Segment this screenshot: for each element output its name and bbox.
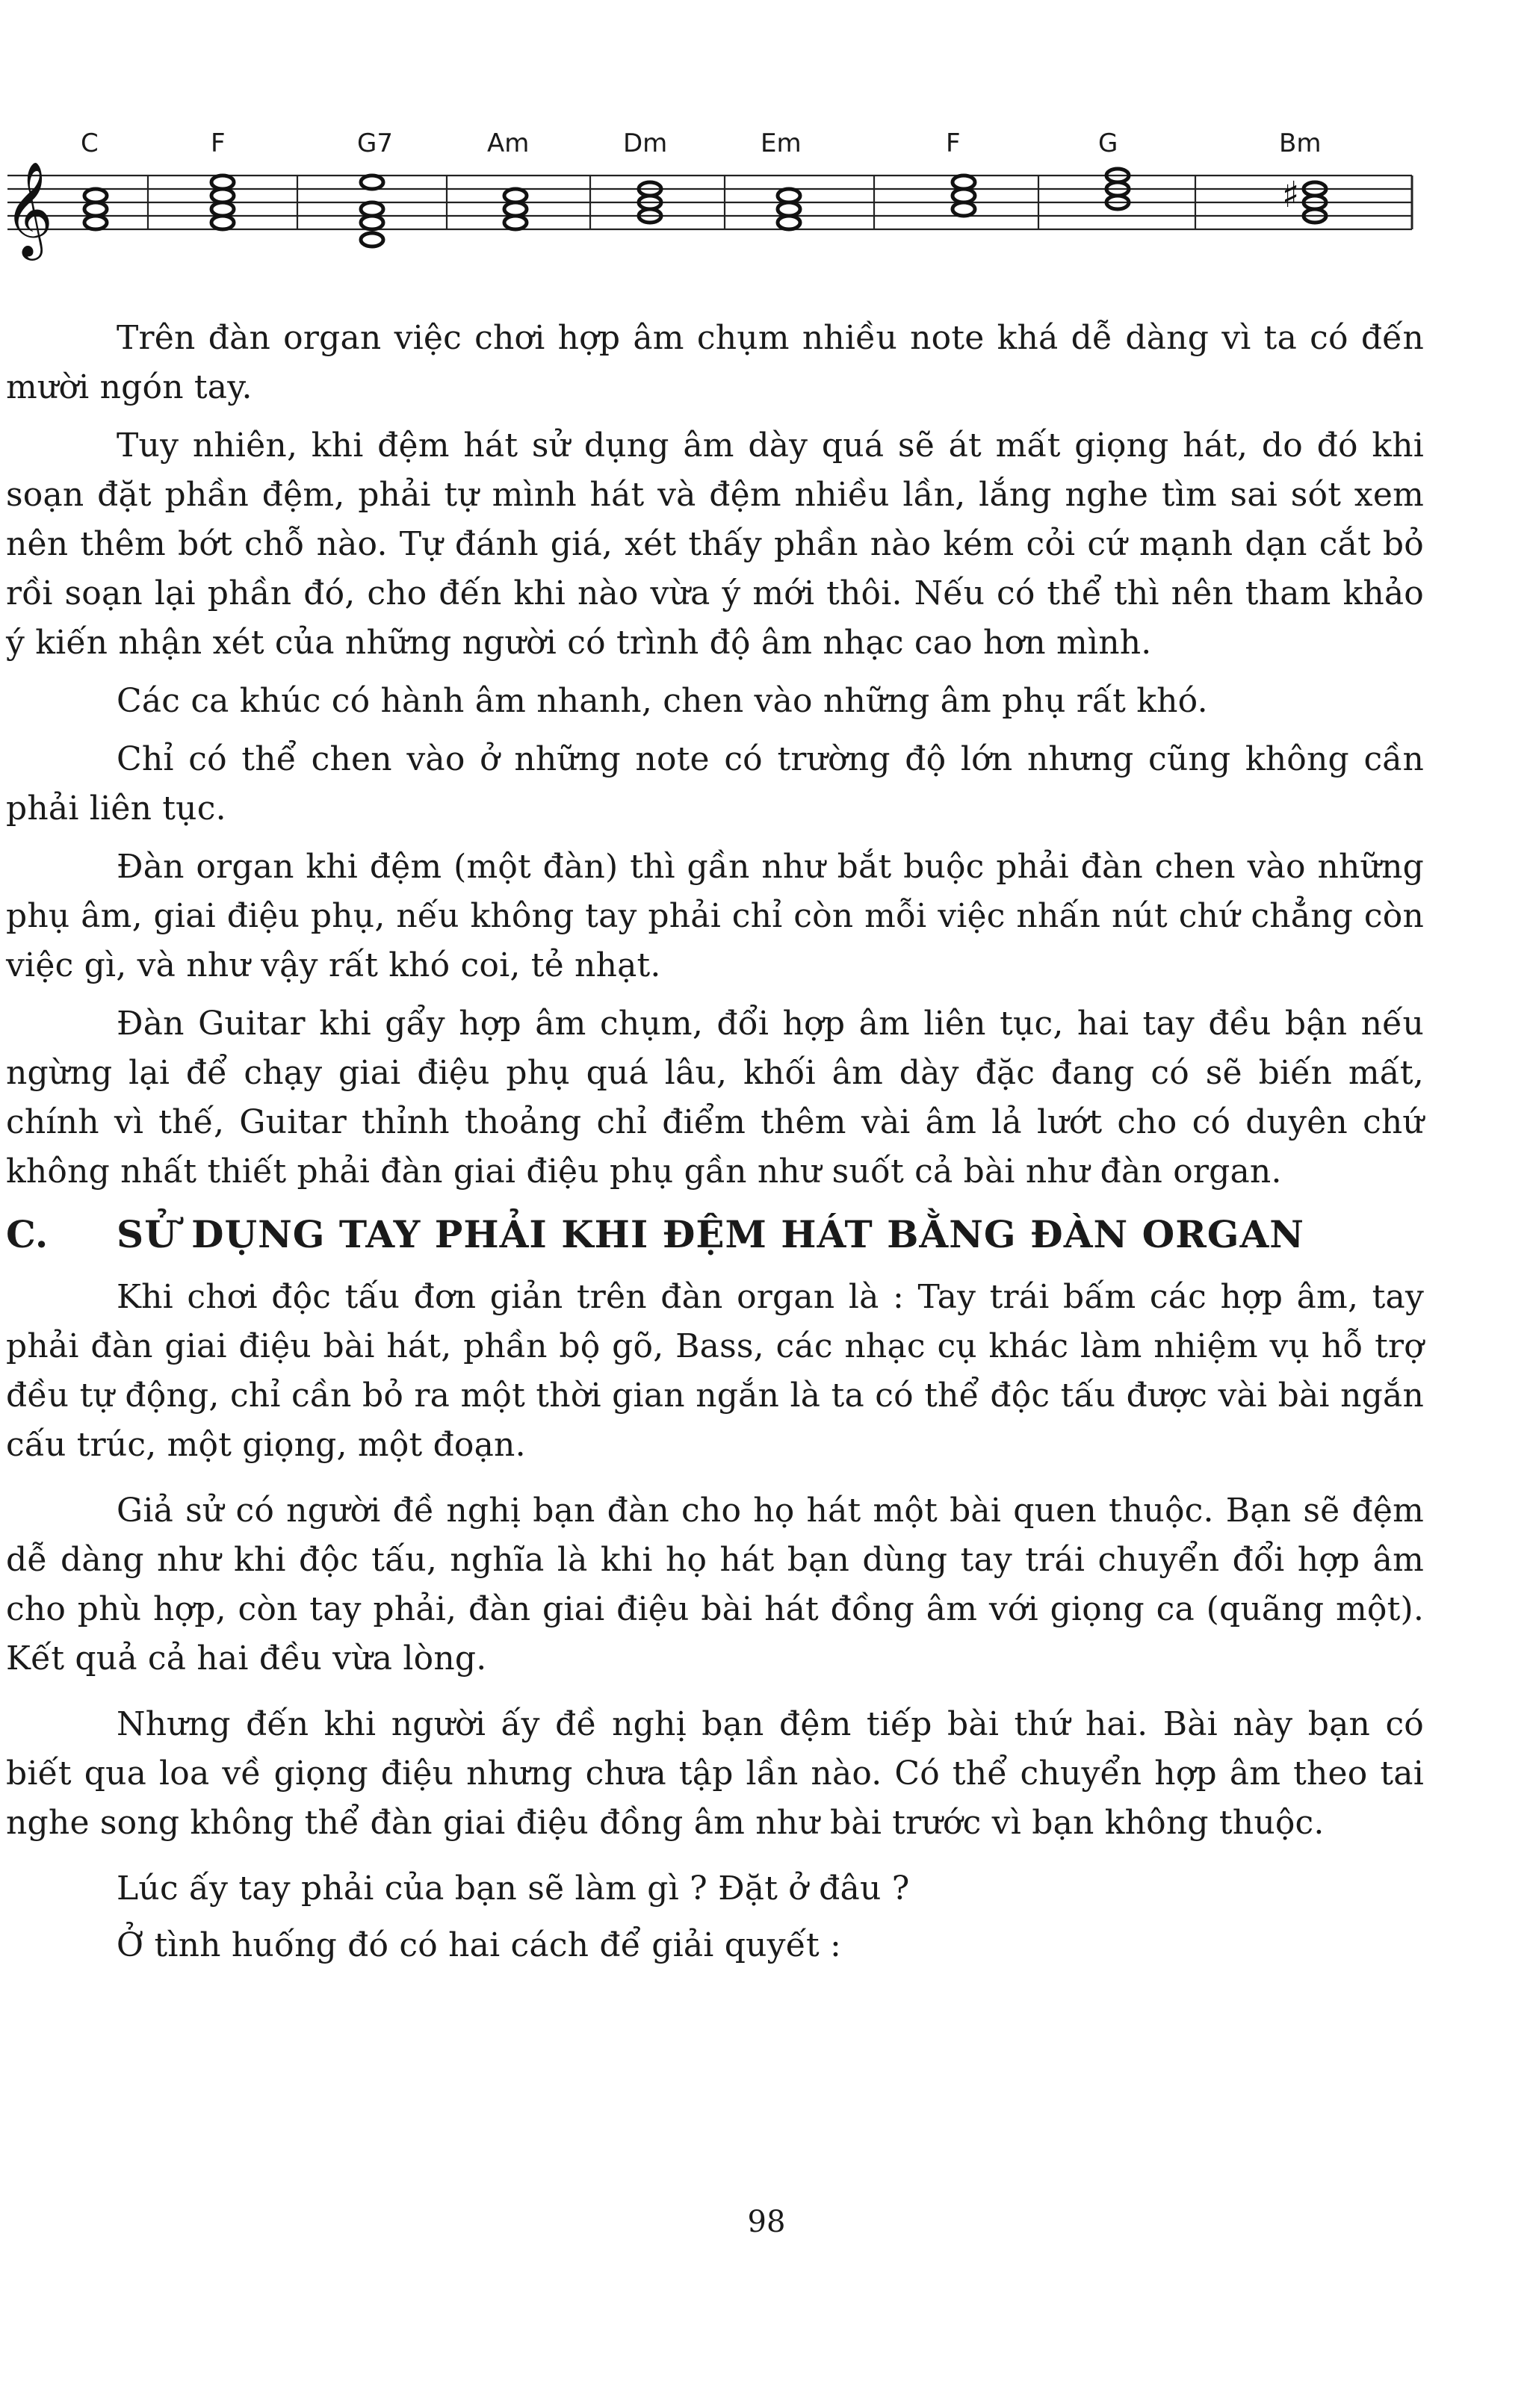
body-paragraph: Lúc ấy tay phải của bạn sẽ làm gì ? Đặt ở đâu ?: [117, 1869, 910, 1908]
chord-label: Dm: [623, 128, 668, 158]
chord-label: Am: [487, 128, 530, 158]
section-letter: C.: [6, 1212, 49, 1256]
chord-label: C: [81, 128, 99, 158]
chord-label: F: [211, 128, 226, 158]
body-paragraph: Ở tình huống đó có hai cách để giải quyết :: [117, 1926, 842, 1964]
chord-label: Em: [761, 128, 802, 158]
body-paragraph: Chỉ có thể chen vào ở những note có trường độ lớn nhưng cũng không cần phải liên tục.: [6, 740, 1424, 828]
page-content: [6, 314, 1424, 1978]
body-paragraph: Tuy nhiên, khi đệm hát sử dụng âm dày quá sẽ át mất giọng hát, do đó khi soạn đặt phần đệm, phải tự mình hát và đệm nhiều lần, lắng nghe tìm sai sót xem nên thêm bớt chỗ nào. Tự đánh giá, xét thấy phần nào kém cỏi cứ mạnh dạn cắt bỏ rồi soạn lại phần đó, cho đến khi nào vừa ý mới thôi. Nếu có thể thì nên tham khảo ý kiến nhận xét của những người có trình độ âm nhạc cao hơn mình.: [6, 426, 1424, 662]
section-title: SỬ DỤNG TAY PHẢI KHI ĐỆM HÁT BẰNG ĐÀN ORGAN: [117, 1212, 1304, 1256]
body-paragraph: Khi chơi độc tấu đơn giản trên đàn organ là : Tay trái bấm các hợp âm, tay phải đàn giai điệu bài hát, phần bộ gõ, Bass, các nhạc cụ khác làm nhiệm vụ hỗ trợ đều tự động, chỉ cần bỏ ra một thời gian ngắn là ta có thể độc tấu được vài bài ngắn cấu trúc, một giọng, một đoạn.: [6, 1278, 1424, 1464]
treble-clef-icon: 𝄞: [4, 161, 54, 256]
music-staff: [0, 153, 1533, 273]
body-paragraph: Trên đàn organ việc chơi hợp âm chụm nhiều note khá dễ dàng vì ta có đến mười ngón tay.: [6, 319, 1424, 406]
body-paragraph: Đàn organ khi đệm (một đàn) thì gần như bắt buộc phải đàn chen vào những phụ âm, giai điệu phụ, nếu không tay phải chỉ còn mỗi việc nhấn nút chứ chẳng còn việc gì, và như vậy rất khó coi, tẻ nhạt.: [6, 848, 1424, 984]
chord-label: F: [946, 128, 961, 158]
chord-label: G: [1098, 128, 1118, 158]
body-paragraph: Nhưng đến khi người ấy đề nghị bạn đệm tiếp bài thứ hai. Bài này bạn có biết qua loa về giọng điệu nhưng chưa tập lần nào. Có thể chuyển hợp âm theo tai nghe song không thể đàn giai điệu đồng âm như bài trước vì bạn không thuộc.: [6, 1705, 1424, 1842]
body-paragraph: Đàn Guitar khi gẩy hợp âm chụm, đổi hợp âm liên tục, hai tay đều bận nếu ngừng lại để chạy giai điệu phụ quá lâu, khối âm dày đặc đang có sẽ biến mất, chính vì thế, Guitar thỉnh thoảng chỉ điểm thêm vài âm lả lướt cho có duyên chứ không nhất thiết phải đàn giai điệu phụ gần như suốt cả bài như đàn organ.: [6, 1005, 1424, 1191]
chord-label: G7: [357, 128, 393, 158]
body-paragraph: Giả sử có người đề nghị bạn đàn cho họ hát một bài quen thuộc. Bạn sẽ đệm dễ dàng như khi độc tấu, nghĩa là khi họ hát bạn dùng tay trái chuyển đổi hợp âm cho phù hợp, còn tay phải, đàn giai điệu bài hát đồng âm với giọng ca (quãng một). Kết quả cả hai đều vừa lòng.: [6, 1492, 1424, 1678]
body-paragraph: Các ca khúc có hành âm nhanh, chen vào những âm phụ rất khó.: [117, 682, 1208, 720]
page-number: 98: [747, 2205, 786, 2239]
section-heading: [6, 1205, 1424, 1264]
chord-label: Bm: [1279, 128, 1322, 158]
sharp-icon: ♯: [1282, 174, 1300, 216]
